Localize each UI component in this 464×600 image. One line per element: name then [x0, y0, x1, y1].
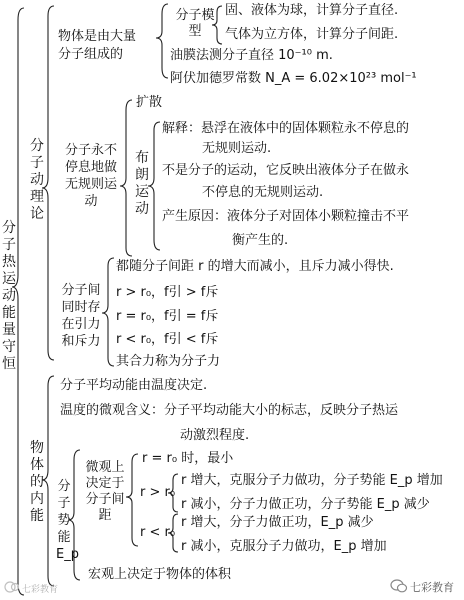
forces-label: 分子间同时存在引力和斥力 — [61, 283, 101, 349]
forces-line-2: r > r₀，f引 > f斥 — [116, 285, 219, 300]
brownian-notmol-1: 不是分子的运动，它反映出液体分子在做永 — [162, 163, 410, 178]
watermark-text: 七彩教育 — [22, 585, 59, 595]
forces-line-5: 其合力称为分子力 — [116, 354, 221, 369]
avg-kinetic-energy: 分子平均动能由温度决定. — [60, 378, 208, 393]
wechat-logo-icon — [390, 578, 408, 594]
pe-row-gt-label: r > r₀ — [140, 485, 176, 500]
model-item-sphere: 固、液体为球，计算分子直径. — [225, 3, 399, 18]
pe-row-lt-increase: r 增大，分子力做正功，E_p 减少 — [181, 515, 374, 530]
brownian-cause-1: 产生原因：液体分子对固体小颗粒撞击不平 — [162, 209, 410, 224]
avogadro-constant: 阿伏加德罗常数 N_A = 6.02×10²³ mol⁻¹ — [170, 71, 417, 86]
brand-logo-text: 七彩教育 — [410, 581, 454, 594]
pe-row-lt-decrease: r 减小，克服分子力做功，E_p 增加 — [181, 539, 387, 554]
temperature-meaning-1: 温度的微观含义：分子平均动能大小的标志，反映分子热运 — [60, 403, 399, 418]
forces-line-3: r = r₀，f引 = f斥 — [116, 309, 219, 324]
diffusion: 扩散 — [136, 95, 163, 110]
watermark-logo-icon — [4, 580, 20, 594]
micro-determinant-label: 微观上决定于分子间距 — [85, 460, 125, 523]
potential-energy-label: 分子势能 E_p — [56, 479, 79, 562]
macro-determinant: 宏观上决定于物体的体积 — [88, 567, 232, 582]
composition-label-line1: 物体是由大量 — [58, 29, 137, 44]
motion-label: 分子永不停息地做无规则运动 — [64, 143, 117, 209]
pe-row-gt-increase: r 增大，克服分子力做功，分子势能 E_p 增加 — [181, 473, 443, 488]
brownian-cause-2: 衡产生的. — [232, 233, 289, 248]
brownian-label: 布朗运动 — [135, 150, 149, 217]
pe-row-lt-label: r < r₀ — [140, 525, 176, 540]
brownian-explain-1: 解释：悬浮在液体中的固体颗粒永不停息的 — [162, 121, 410, 136]
energy-title: 物体的内能 — [30, 440, 44, 524]
forces-line-4: r < r₀，f引 < f斥 — [116, 332, 219, 347]
pe-row-equal: r = r₀ 时，最小 — [142, 451, 234, 466]
brownian-explain-2: 无规则运动. — [202, 141, 272, 156]
model-label: 分子模型 — [175, 8, 215, 39]
pe-row-gt-decrease: r 减小，分子力做正功，分子势能 E_p 减少 — [181, 497, 430, 512]
root-title: 分子热运动能量守恒 — [2, 220, 16, 372]
oil-film-method: 油膜法测分子直径 10⁻¹⁰ m. — [170, 48, 333, 63]
composition-label-line2: 分子组成的 — [58, 47, 124, 62]
forces-line-1: 都随分子间距 r 的增大而减小，且斥力减小得快. — [116, 259, 394, 274]
theory-title: 分子动理论 — [30, 138, 44, 222]
temperature-meaning-2: 动激烈程度. — [180, 428, 250, 443]
brownian-notmol-2: 不停息的无规则运动. — [202, 185, 324, 200]
model-item-cube: 气体为立方体，计算分子间距. — [225, 27, 399, 42]
